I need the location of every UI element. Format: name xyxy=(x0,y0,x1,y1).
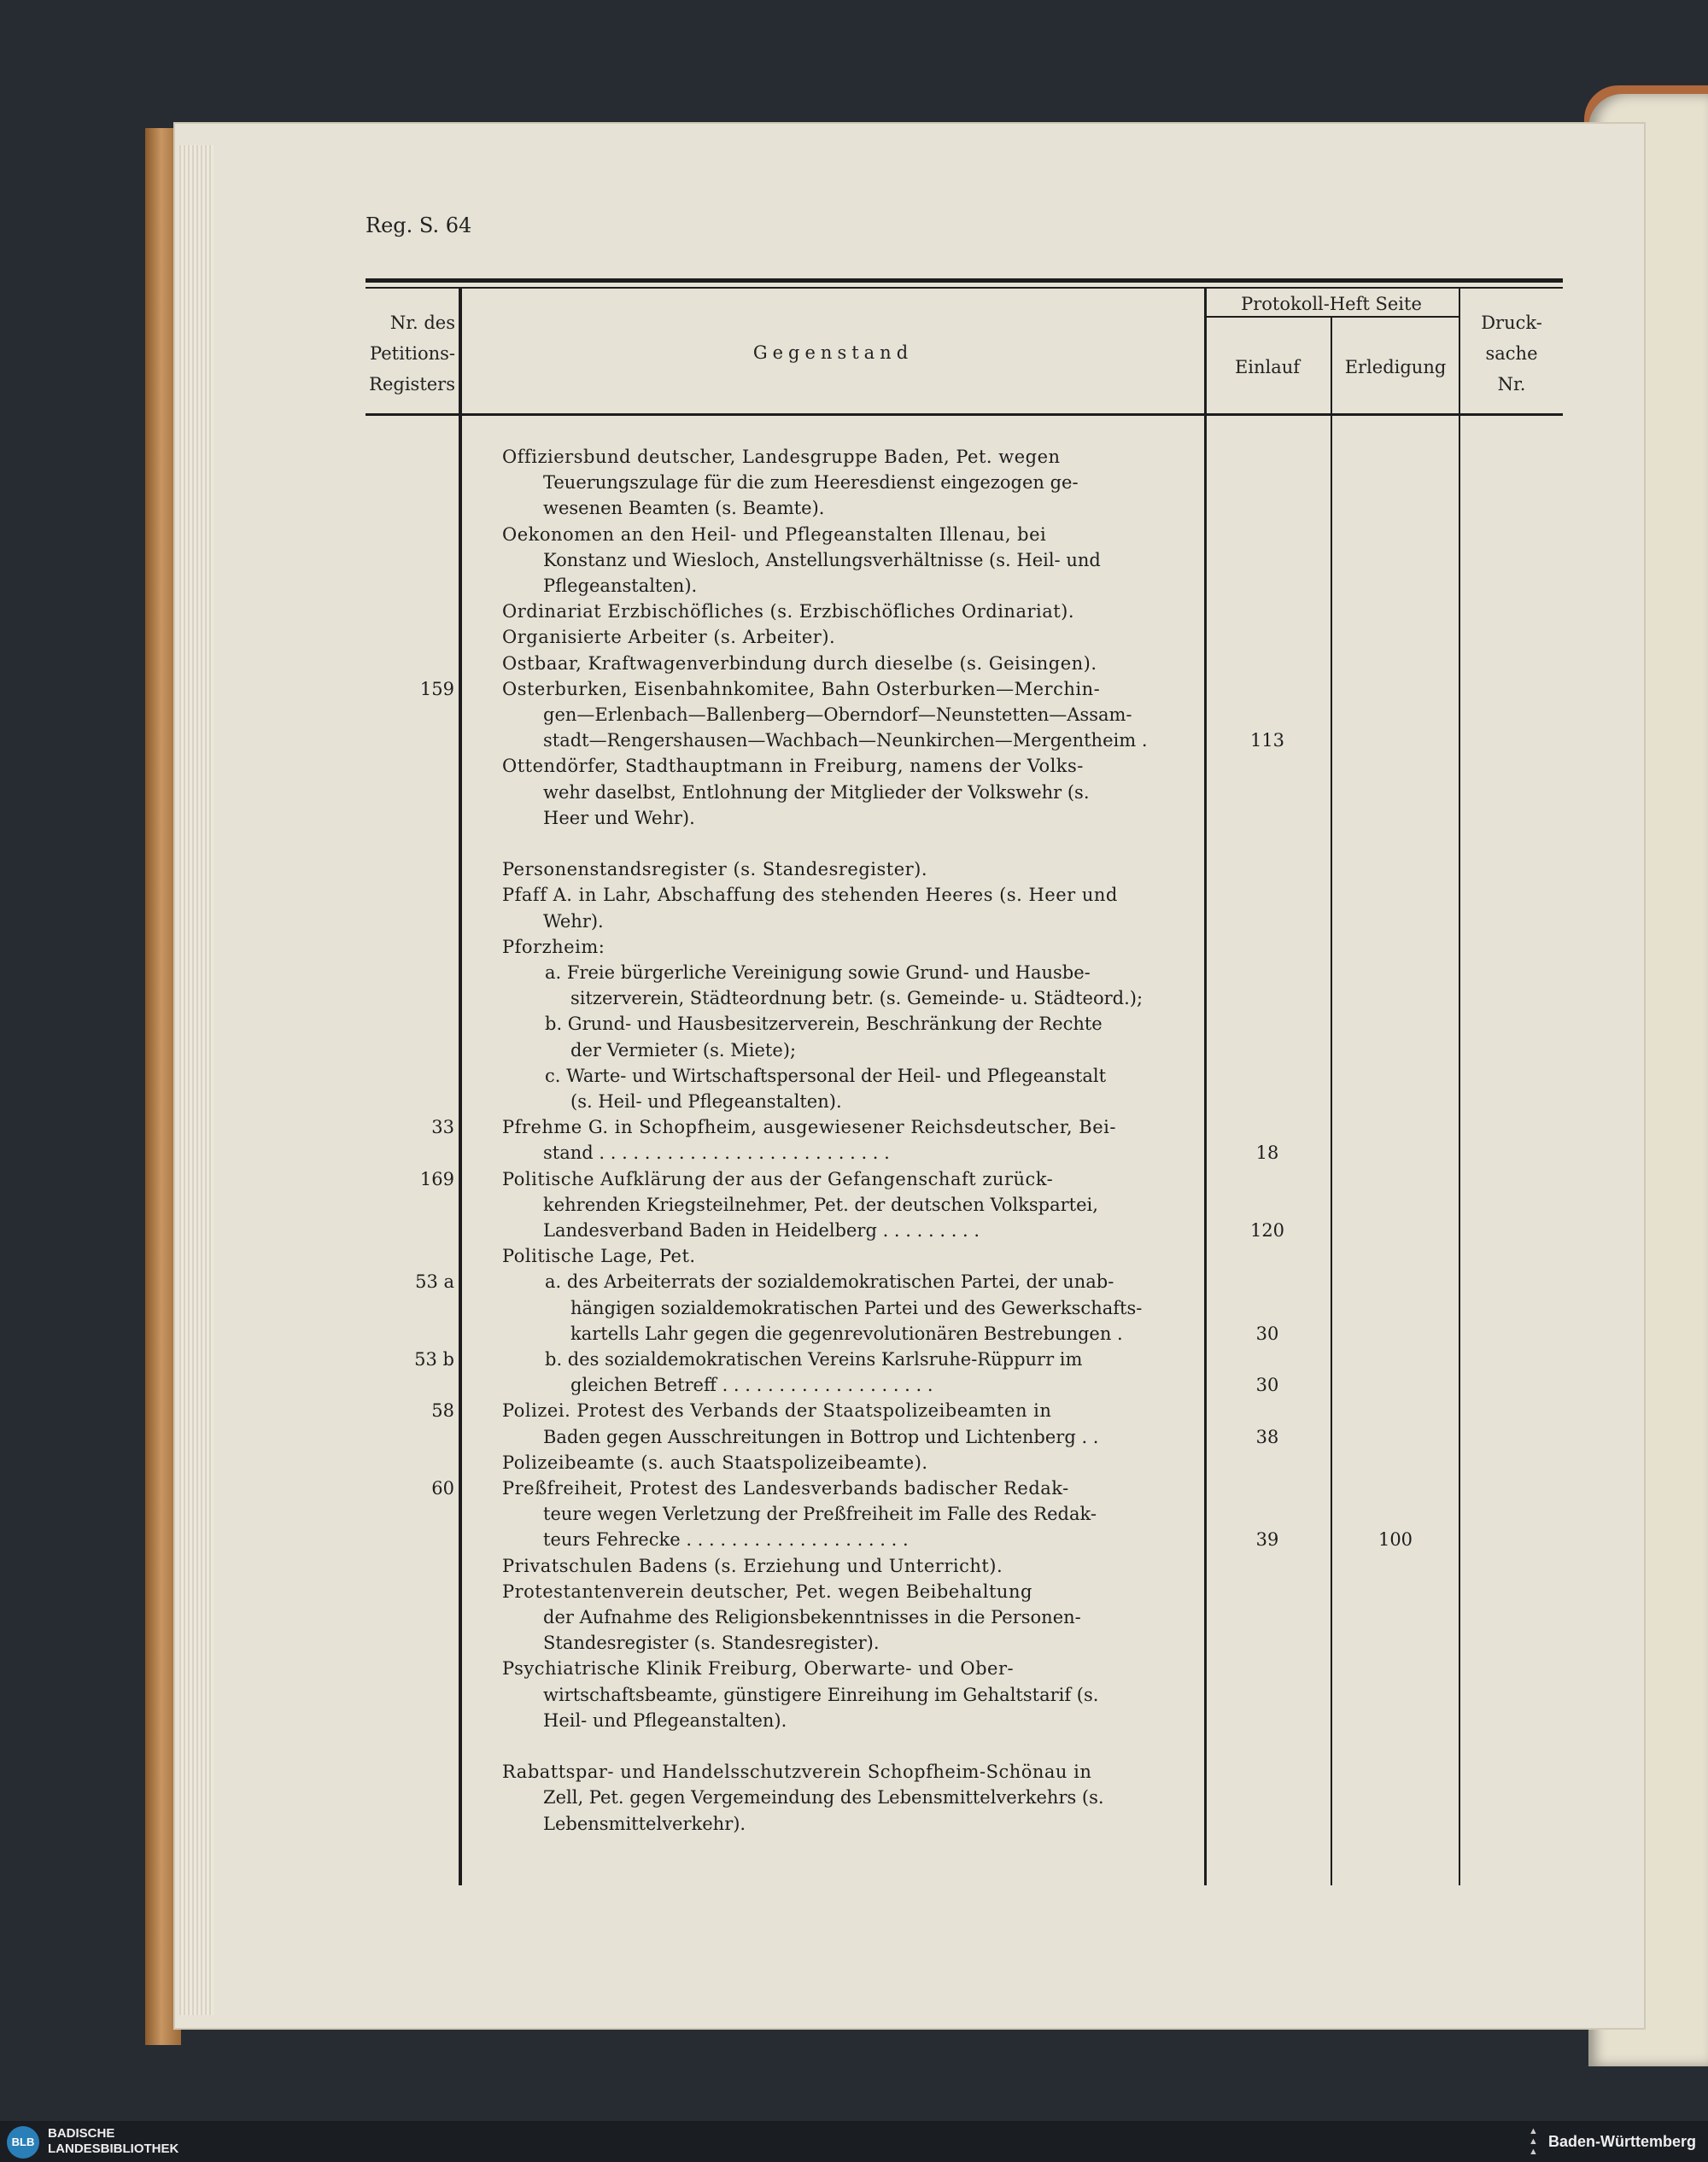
entry-line: b. des sozialdemokratischen Vereins Karlsruhe-Rüppurr im xyxy=(545,1349,1083,1370)
entry-line: teure wegen Verletzung der Preßfreiheit im Falle des Redak- xyxy=(543,1504,1097,1524)
entry-line: Lebensmittelverkehr). xyxy=(543,1814,746,1834)
header-gegenstand: Gegenstand xyxy=(752,342,914,363)
header-druck-line3: Nr. xyxy=(1497,374,1526,394)
entry-line: Ordinariat Erzbischöfliches (s. Erzbischöfliches Ordinariat). xyxy=(502,601,1075,622)
entry-line: Privatschulen Badens (s. Erziehung und Unterricht). xyxy=(502,1556,1003,1576)
entry-line: Baden gegen Ausschreitungen in Bottrop und Lichtenberg . . xyxy=(543,1427,1099,1447)
header-einlauf: Einlauf xyxy=(1234,357,1301,377)
entry-line: a. des Arbeiterrats der sozialdemokratischen Partei, der unab- xyxy=(545,1271,1114,1292)
einlauf-page: 30 xyxy=(1255,1323,1279,1344)
entry-line: Landesverband Baden in Heidelberg . . . . . . . . . xyxy=(543,1220,980,1241)
entry-line: stadt—Rengershausen—Wachbach—Neunkirchen—Mergentheim . xyxy=(543,730,1148,751)
entry-line: Heer und Wehr). xyxy=(543,808,695,828)
einlauf-page: 38 xyxy=(1255,1427,1279,1447)
entry-line: Pforzheim: xyxy=(502,937,605,957)
entry-line: Rabattspar- und Handelsschutzverein Schopfheim-Schönau in xyxy=(502,1762,1092,1782)
entry-line: a. Freie bürgerliche Vereinigung sowie Grund- und Hausbe- xyxy=(545,962,1091,983)
entry-line: Pfrehme G. in Schopfheim, ausgewiesener Reichsdeutscher, Bei- xyxy=(502,1117,1116,1137)
petition-register-number: 53 b xyxy=(414,1349,454,1370)
erledigung-page: 100 xyxy=(1378,1529,1413,1550)
entry-line: Heil- und Pflegeanstalten). xyxy=(543,1710,787,1731)
header-nr-line1: Nr. des xyxy=(389,313,455,333)
petition-register-number: 159 xyxy=(419,679,454,699)
entry-line: hängigen sozialdemokratischen Partei und des Gewerkschafts- xyxy=(570,1298,1143,1318)
entry-line: Offiziersbund deutscher, Landesgruppe Baden, Pet. wegen xyxy=(502,447,1061,467)
entry-line: Polizeibeamte (s. auch Staatspolizeibeamte). xyxy=(502,1452,928,1473)
library-name-line1: BADISCHE xyxy=(48,2126,115,2141)
entry-line: wirtschaftsbeamte, günstigere Einreihung im Gehaltstarif (s. xyxy=(543,1685,1099,1705)
entry-line: Pfaff A. in Lahr, Abschaffung des stehenden Heeres (s. Heer und xyxy=(502,885,1118,905)
entry-line: stand . . . . . . . . . . . . . . . . . . . . . . . . . . xyxy=(543,1142,890,1163)
entry-line: Teuerungszulage für die zum Heeresdienst eingezogen ge- xyxy=(543,472,1079,493)
entry-line: kartells Lahr gegen die gegenrevolutionären Bestrebungen . xyxy=(570,1323,1123,1344)
entry-line: der Aufnahme des Religionsbekenntnisses in die Personen- xyxy=(543,1607,1081,1627)
entry-line: kehrenden Kriegsteilnehmer, Pet. der deutschen Volkspartei, xyxy=(543,1195,1098,1215)
entry-line: b. Grund- und Hausbesitzerverein, Beschränkung der Rechte xyxy=(545,1014,1103,1034)
entry-line: wesenen Beamten (s. Beamte). xyxy=(543,498,825,518)
entry-line: sitzerverein, Städteordnung betr. (s. Gemeinde- u. Städteord.); xyxy=(570,988,1144,1008)
entry-line: Wehr). xyxy=(543,911,604,932)
header-nr-line3: Registers xyxy=(369,374,455,394)
entry-line: der Vermieter (s. Miete); xyxy=(570,1040,797,1061)
library-name xyxy=(48,2126,178,2157)
entry-line: (s. Heil- und Pflegeanstalten). xyxy=(570,1091,842,1112)
entry-line: Preßfreiheit, Protest des Landesverbands badischer Redak- xyxy=(502,1478,1069,1499)
library-name-line2: LANDESBIBLIOTHEK xyxy=(48,2142,179,2156)
einlauf-page: 120 xyxy=(1249,1220,1285,1241)
entry-line: teurs Fehrecke . . . . . . . . . . . . . . . . . . . . xyxy=(543,1529,909,1550)
entry-line: Osterburken, Eisenbahnkomitee, Bahn Osterburken—Merchin- xyxy=(502,679,1101,699)
entry-line: Polizei. Protest des Verbands der Staatspolizeibeamten in xyxy=(502,1400,1052,1421)
header-protokoll-heft-seite: Protokoll-Heft Seite xyxy=(1241,294,1422,314)
petition-register-number: 60 xyxy=(431,1478,454,1499)
header-druck-line2: sache xyxy=(1485,343,1538,364)
page-reference: Reg. S. 64 xyxy=(366,213,472,237)
header-nr-line2: Petitions- xyxy=(370,343,455,364)
einlauf-page: 113 xyxy=(1249,730,1285,751)
entry-line: Personenstandsregister (s. Standesregister). xyxy=(502,859,928,879)
entry-line: Psychiatrische Klinik Freiburg, Oberwarte- und Ober- xyxy=(502,1658,1015,1679)
einlauf-page: 18 xyxy=(1255,1142,1279,1163)
entry-line: Konstanz und Wiesloch, Anstellungsverhältnisse (s. Heil- und xyxy=(543,550,1101,570)
petition-register-number: 169 xyxy=(419,1169,454,1189)
entry-line: gen—Erlenbach—Ballenberg—Oberndorf—Neunstetten—Assam- xyxy=(543,704,1132,725)
state-name: Baden-Württemberg xyxy=(1547,2133,1696,2150)
einlauf-page: 39 xyxy=(1255,1529,1279,1550)
petition-register-number: 58 xyxy=(431,1400,454,1421)
entry-line: Ostbaar, Kraftwagenverbindung durch dieselbe (s. Geisingen). xyxy=(502,653,1097,674)
petition-register-number: 33 xyxy=(431,1117,454,1137)
entry-line: Zell, Pet. gegen Vergemeindung des Lebensmittelverkehrs (s. xyxy=(543,1787,1104,1808)
entry-line: Pflegeanstalten). xyxy=(543,576,698,596)
entry-line: Politische Aufklärung der aus der Gefangenschaft zurück- xyxy=(502,1169,1054,1189)
entry-line: Protestantenverein deutscher, Pet. wegen Beibehaltung xyxy=(502,1581,1032,1602)
entry-line: Ottendörfer, Stadthauptmann in Freiburg, namens der Volks- xyxy=(502,756,1084,776)
entry-line: wehr daselbst, Entlohnung der Mitglieder der Volkswehr (s. xyxy=(543,782,1090,803)
state-coat-of-arms-icon: ▲ ▲ ▲ xyxy=(1529,2126,1538,2157)
petition-register-number: 53 a xyxy=(415,1271,454,1292)
einlauf-page: 30 xyxy=(1255,1375,1279,1395)
entry-line: Oekonomen an den Heil- und Pflegeanstalten Illenau, bei xyxy=(502,524,1047,545)
entry-line: gleichen Betreff . . . . . . . . . . . . . . . . . . . xyxy=(570,1375,933,1395)
viewer-footer xyxy=(0,2121,1708,2162)
library-logo-icon: BLB xyxy=(7,2126,39,2159)
header-druck-line1: Druck- xyxy=(1481,313,1542,333)
entry-line: Organisierte Arbeiter (s. Arbeiter). xyxy=(502,627,836,647)
entry-line: Politische Lage, Pet. xyxy=(502,1246,696,1266)
entry-line: Standesregister (s. Standesregister). xyxy=(543,1633,880,1653)
entry-line: c. Warte- und Wirtschaftspersonal der Heil- und Pflegeanstalt xyxy=(545,1066,1107,1086)
header-erledigung: Erledigung xyxy=(1344,357,1447,377)
